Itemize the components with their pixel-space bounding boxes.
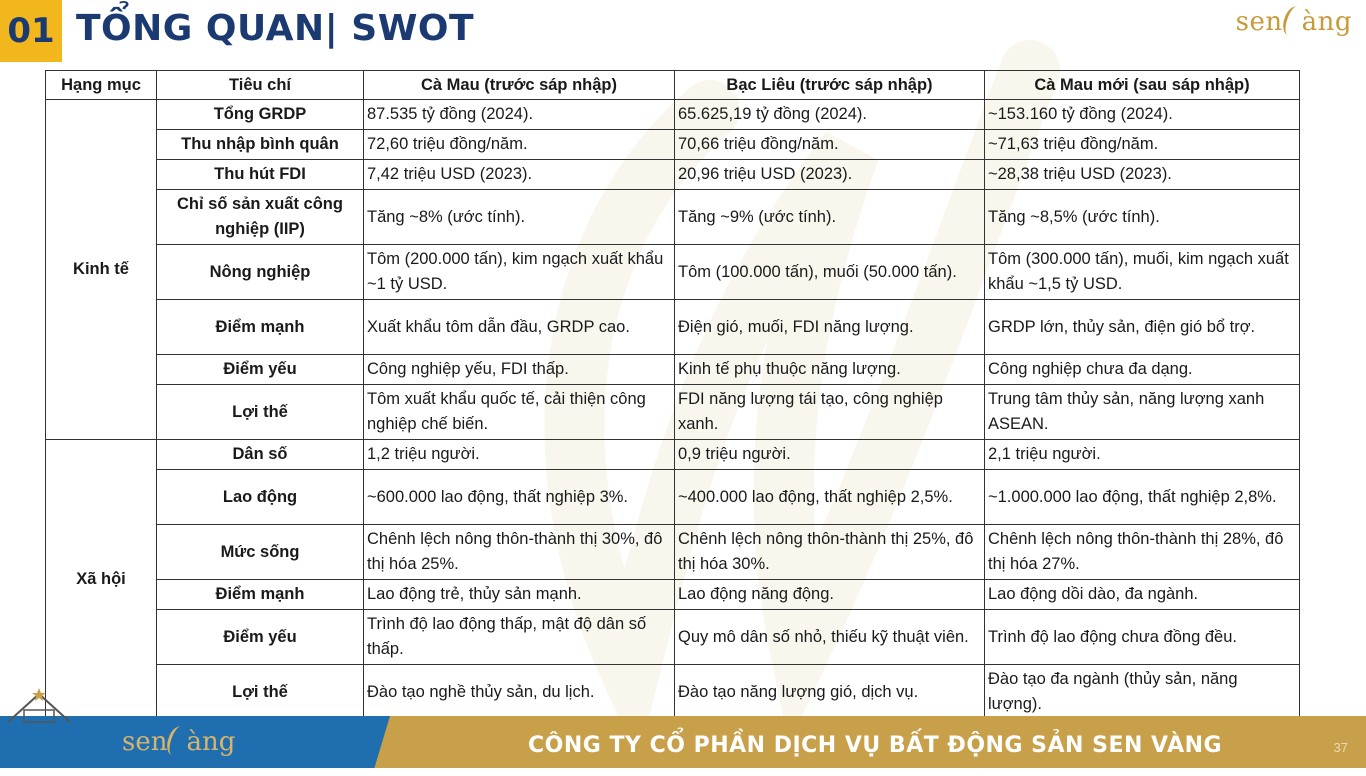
criterion-cell: Tổng GRDP <box>157 100 364 130</box>
table-row <box>46 300 1300 355</box>
table-row <box>46 525 1300 580</box>
baclieu-cell: Tôm (100.000 tấn), muối (50.000 tấn). <box>675 245 985 300</box>
camau-new-cell: ~28,38 triệu USD (2023). <box>985 160 1300 190</box>
table-row <box>46 470 1300 525</box>
camau-cell: 1,2 triệu người. <box>364 440 675 470</box>
camau-cell: Trình độ lao động thấp, mật độ dân số thấp. <box>364 610 675 665</box>
camau-new-cell: GRDP lớn, thủy sản, điện gió bổ trợ. <box>985 300 1300 355</box>
table-row <box>46 665 1300 720</box>
camau-cell: 7,42 triệu USD (2023). <box>364 160 675 190</box>
table-row <box>46 610 1300 665</box>
header-category: Hạng mục <box>46 71 157 100</box>
category-cell: Xã hội <box>46 440 157 720</box>
camau-cell: Tôm (200.000 tấn), kim ngạch xuất khẩu ~1 tỷ USD. <box>364 245 675 300</box>
header-baclieu: Bạc Liêu (trước sáp nhập) <box>675 71 985 100</box>
table-row <box>46 245 1300 300</box>
camau-new-cell: ~1.000.000 lao động, thất nghiệp 2,8%. <box>985 470 1300 525</box>
criterion-cell: Điểm yếu <box>157 610 364 665</box>
baclieu-cell: Quy mô dân số nhỏ, thiếu kỹ thuật viên. <box>675 610 985 665</box>
table-row <box>46 580 1300 610</box>
page-number: 37 <box>1333 740 1348 755</box>
table-row <box>46 440 1300 470</box>
table-header-row <box>46 71 1300 100</box>
baclieu-cell: Tăng ~9% (ước tính). <box>675 190 985 245</box>
camau-cell: 87.535 tỷ đồng (2024). <box>364 100 675 130</box>
baclieu-cell: ~400.000 lao động, thất nghiệp 2,5%. <box>675 470 985 525</box>
camau-new-cell: Trung tâm thủy sản, năng lượng xanh ASEAN. <box>985 385 1300 440</box>
criterion-cell: Điểm yếu <box>157 355 364 385</box>
house-icon <box>4 684 74 724</box>
criterion-cell: Điểm mạnh <box>157 580 364 610</box>
baclieu-cell: Chênh lệch nông thôn-thành thị 25%, đô thị hóa 30%. <box>675 525 985 580</box>
section-number: 01 <box>0 0 62 62</box>
criterion-cell: Dân số <box>157 440 364 470</box>
baclieu-cell: 70,66 triệu đồng/năm. <box>675 130 985 160</box>
criterion-cell: Thu nhập bình quân <box>157 130 364 160</box>
footer-logo-pre: sen <box>122 727 168 757</box>
header-camau-new: Cà Mau mới (sau sáp nhập) <box>985 71 1300 100</box>
camau-new-cell: Lao động dồi dào, đa ngành. <box>985 580 1300 610</box>
footer-company-name: CÔNG TY CỔ PHẦN DỊCH VỤ BẤT ĐỘNG SẢN SEN VÀNG <box>528 733 1223 758</box>
baclieu-cell: 20,96 triệu USD (2023). <box>675 160 985 190</box>
criterion-cell: Lợi thế <box>157 665 364 720</box>
brand-logo <box>1236 6 1352 37</box>
page-title: TỔNG QUAN| SWOT <box>76 8 475 49</box>
baclieu-cell: Kinh tế phụ thuộc năng lượng. <box>675 355 985 385</box>
criterion-cell: Thu hút FDI <box>157 160 364 190</box>
criterion-cell: Mức sống <box>157 525 364 580</box>
camau-new-cell: ~71,63 triệu đồng/năm. <box>985 130 1300 160</box>
baclieu-cell: 0,9 triệu người. <box>675 440 985 470</box>
table-row <box>46 190 1300 245</box>
camau-cell: ~600.000 lao động, thất nghiệp 3%. <box>364 470 675 525</box>
camau-new-cell: Chênh lệch nông thôn-thành thị 28%, đô thị hóa 27%. <box>985 525 1300 580</box>
footer-logo-post: àng <box>186 727 236 757</box>
camau-cell: Lao động trẻ, thủy sản mạnh. <box>364 580 675 610</box>
logo-text-post: àng <box>1301 7 1352 37</box>
baclieu-cell: Đào tạo năng lượng gió, dịch vụ. <box>675 665 985 720</box>
camau-new-cell: Tăng ~8,5% (ước tính). <box>985 190 1300 245</box>
camau-new-cell: Trình độ lao động chưa đồng đều. <box>985 610 1300 665</box>
baclieu-cell: FDI năng lượng tái tạo, công nghiệp xanh. <box>675 385 985 440</box>
camau-cell: 72,60 triệu đồng/năm. <box>364 130 675 160</box>
camau-new-cell: 2,1 triệu người. <box>985 440 1300 470</box>
header-camau: Cà Mau (trước sáp nhập) <box>364 71 675 100</box>
table-row <box>46 130 1300 160</box>
camau-new-cell: Đào tạo đa ngành (thủy sản, năng lượng). <box>985 665 1300 720</box>
footer-brand-logo <box>122 716 235 768</box>
camau-cell: Chênh lệch nông thôn-thành thị 30%, đô thị hóa 25%. <box>364 525 675 580</box>
table-row <box>46 385 1300 440</box>
camau-cell: Tôm xuất khẩu quốc tế, cải thiện công nghiệp chế biến. <box>364 385 675 440</box>
baclieu-cell: 65.625,19 tỷ đồng (2024). <box>675 100 985 130</box>
swot-table <box>45 70 1300 720</box>
camau-new-cell: Tôm (300.000 tấn), muối, kim ngạch xuất khẩu ~1,5 tỷ USD. <box>985 245 1300 300</box>
criterion-cell: Nông nghiệp <box>157 245 364 300</box>
logo-text-pre: sen <box>1235 7 1283 37</box>
header-criterion: Tiêu chí <box>157 71 364 100</box>
table-row <box>46 355 1300 385</box>
criterion-cell: Chỉ số sản xuất công nghiệp (IIP) <box>157 190 364 245</box>
category-cell: Kinh tế <box>46 100 157 440</box>
table-row <box>46 160 1300 190</box>
camau-cell: Công nghiệp yếu, FDI thấp. <box>364 355 675 385</box>
baclieu-cell: Điện gió, muối, FDI năng lượng. <box>675 300 985 355</box>
camau-new-cell: ~153.160 tỷ đồng (2024). <box>985 100 1300 130</box>
criterion-cell: Lợi thế <box>157 385 364 440</box>
criterion-cell: Lao động <box>157 470 364 525</box>
camau-cell: Đào tạo nghề thủy sản, du lịch. <box>364 665 675 720</box>
camau-cell: Tăng ~8% (ước tính). <box>364 190 675 245</box>
table-row <box>46 100 1300 130</box>
criterion-cell: Điểm mạnh <box>157 300 364 355</box>
camau-new-cell: Công nghiệp chưa đa dạng. <box>985 355 1300 385</box>
baclieu-cell: Lao động năng động. <box>675 580 985 610</box>
camau-cell: Xuất khẩu tôm dẫn đầu, GRDP cao. <box>364 300 675 355</box>
